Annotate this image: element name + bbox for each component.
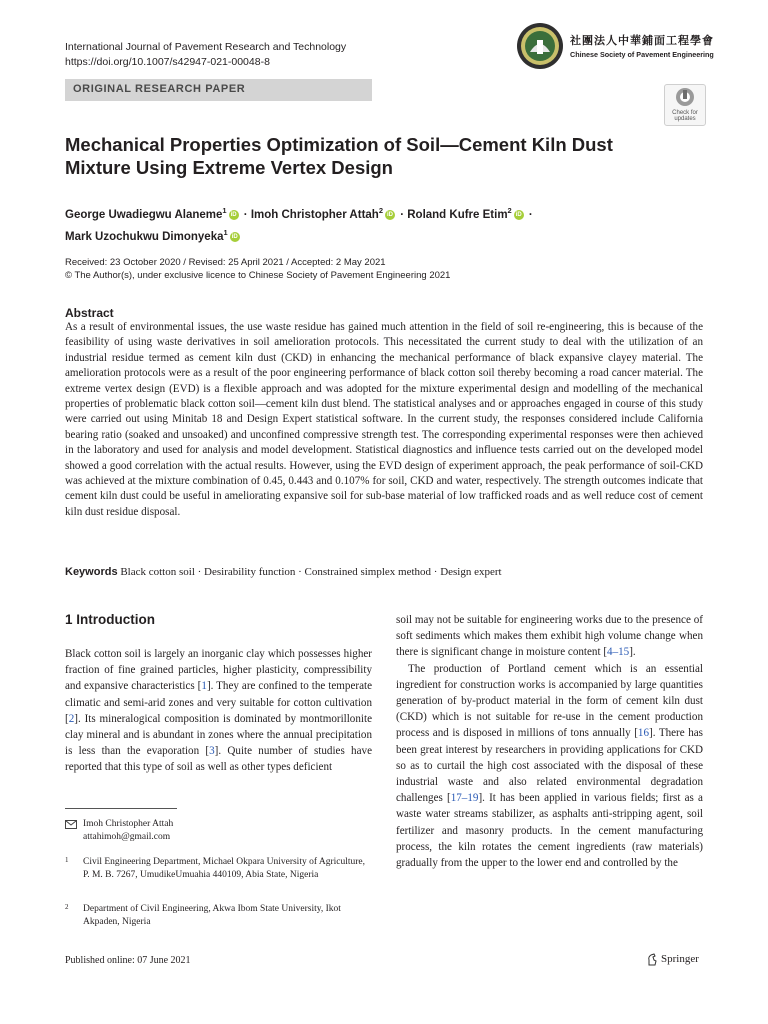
citation-link[interactable]: 17–19: [450, 792, 479, 805]
citation-link[interactable]: 1: [201, 680, 207, 693]
keywords-line: [65, 566, 502, 578]
orcid-icon[interactable]: iD: [230, 211, 237, 218]
paper-title-line2: Mixture Using Extreme Vertex Design: [65, 157, 393, 178]
article-history: Received: 23 October 2020 / Revised: 25 April 2021 / Accepted: 2 May 2021: [65, 257, 386, 268]
body-text: ]. Its mineralogical composition is dominated by montmorillonite clay mineral and is abundant in zones where the annual precipitation is less than the evaporation [: [65, 712, 372, 758]
body-column-right: [396, 612, 703, 871]
society-seal-logo: [516, 22, 564, 70]
journal-header: [65, 40, 346, 70]
body-text: Black cotton soil is largely an inorganic clay which possesses higher fraction of fine grained particles, higher plasticity, compressibility and expansive characteristics [: [65, 648, 372, 693]
author-affil-number: 2: [507, 206, 512, 215]
body-column-left: [65, 646, 372, 776]
author-name[interactable]: Imoh Christopher Attah: [250, 208, 379, 221]
article-type-label: ORIGINAL RESEARCH PAPER: [73, 83, 246, 95]
springer-horse-icon: [646, 953, 658, 966]
body-text: The production of Portland cement which is an essential ingredient for construction works is accompanied by large quantities generation of by-product material in the form of cement kiln dust (CKD) which is not suitable for re-use in the cement production process and is disposed in millions of tons annually [: [396, 662, 703, 740]
journal-name: International Journal of Pavement Research and Technology: [65, 41, 347, 53]
publisher-mark: [646, 953, 699, 966]
check-for-updates-icon: [675, 87, 695, 107]
society-logo-block: [516, 22, 716, 74]
keywords-text: Black cotton soil · Desirability function · Constrained simplex method · Design expert: [120, 566, 502, 578]
paper-title: [65, 133, 645, 179]
body-text: ]. There has been great interest by researchers in providing applications for CKD so as to curtail the high cost associated with the disposal of these industrial waste and also related environmental degradation challenges [: [396, 727, 703, 805]
section-heading-introduction: 1 Introduction: [65, 612, 155, 627]
author-affil-number: 1: [223, 227, 228, 237]
abstract-text: As a result of environmental issues, the use waste residue has gained much attention in the field of soil re-engineering, this is because of the feasibility of using waste derivatives in soil amelioration protocols. This necessitated the current study to deal with the utilization of an industrial residue termed as cement kiln dust (CKD) in enhancing the mechanical performance of black expansive clayey material. The amelioration protocols were as a result of the poor engineering performance of black cotton soil thereby becoming a road cancer material. The extreme vertex design (EVD) is a flexible approach and was adopted for the mixture experimental design and modelling of the mechanical properties of problematic black cotton soil—cement kiln dust blend. The statistical analyses and or approaches engaged in course of this study were carried out using Minitab 18 and Design Expert statistical software. In the current study, the responses considered include California bearing ratio (soaked and unsoaked) and unconfined compressive strength test. The corresponding experimental responses were then achieved in the laboratory and used for analysis and model development. Statistical diagnostics and influence tests carried out on the developed model showed a good correlation with the actual results. However, using the EVD design of experiment approach, the peak performance of soil-CKD was achieved at the mixture combination of 0.45, 0.443 and 0.107% for soil, CKD and water, respectively. The strength outcomes indicate that cement kiln dust could be useful in ameliorating expansive soil for sub-base material of low trafficked roads and as well reduce cost of cement kiln dust residue disposal.: [65, 321, 703, 518]
author-name[interactable]: George Uwadiegwu Alaneme: [65, 208, 223, 221]
contact-email[interactable]: attahimoh@gmail.com: [83, 832, 171, 842]
paragraph: [396, 661, 703, 872]
footnote-divider: [65, 808, 177, 809]
citation-link[interactable]: 16: [637, 727, 650, 740]
abstract-heading: Abstract: [65, 306, 114, 320]
citation-link[interactable]: 4–15: [607, 646, 630, 659]
orcid-icon[interactable]: iD: [231, 233, 238, 240]
keywords-heading: Keywords: [65, 566, 118, 578]
citation-link[interactable]: 2: [68, 712, 75, 725]
body-text: ]. They are confined to the temperate climatic and semi-arid zones and very suitable for cotton cultivation [: [65, 680, 372, 725]
body-text: ].: [629, 646, 636, 659]
publisher-name: Springer: [661, 953, 699, 966]
body-text: soil may not be suitable for engineering works due to the presence of soft sediments which makes them exhibit high volume change when there is significant change in moisture content [: [396, 614, 703, 659]
paragraph: [396, 612, 703, 661]
doi-link[interactable]: https://doi.org/10.1007/s42947-021-00048-8: [65, 56, 270, 68]
orcid-icon[interactable]: iD: [387, 211, 393, 218]
author-list: George Uwadiegwu Alaneme$^1$ iD · Imoh Christopher Attah$^2$ iD · Roland Kufre Etim$^2$ iD · Mark Uzochukwu Dimonyeka$^1$ iD: [65, 206, 533, 243]
contact-name: Imoh Christopher Attah: [83, 819, 174, 829]
affiliation-text: Civil Engineering Department, Michael Okpara University of Agriculture, P. M. B. 7267, UmudikeUmuahia 440109, Abia State, Nigeria: [83, 857, 366, 880]
body-text: ]. Quite number of studies have reported that this type of soil as well as other types deficient: [65, 745, 373, 774]
society-name-zh: 社團法人中華鋪面工程學會: [570, 35, 714, 47]
orcid-icon[interactable]: iD: [515, 211, 522, 218]
affiliation-number: 1: [65, 856, 69, 864]
author-affil-number: 2: [378, 206, 383, 215]
check-for-updates-badge[interactable]: [664, 84, 706, 126]
envelope-icon: [65, 820, 77, 829]
check-for-updates-line1: Check for: [672, 110, 698, 116]
body-text: ]. It has been applied in various fields; first as a waste water streams stabilizer, as asphalts anti-stripping agent, soil fertilizer and masonry products. In the cement manufacturing process, the kiln rotates the cement ingredients (raw materials) gradually from the upper to the lower end and controlled by the: [396, 792, 703, 870]
paper-title-line1: Mechanical Properties Optimization of Soil—Cement Kiln Dust: [65, 134, 613, 155]
citation-link[interactable]: 3: [209, 745, 215, 758]
affiliation-number: 2: [65, 903, 69, 911]
published-online-date: Published online: 07 June 2021: [65, 955, 191, 966]
article-type-banner: [65, 79, 372, 101]
author-affil-number: 1: [222, 206, 227, 215]
author-name[interactable]: Mark Uzochukwu Dimonyeka: [65, 230, 224, 243]
check-for-updates-line2: updates: [674, 116, 696, 122]
article-dates: [65, 256, 450, 282]
author-name[interactable]: Roland Kufre Etim: [407, 208, 508, 221]
copyright-line: © The Author(s), under exclusive licence to Chinese Society of Pavement Engineering 2021: [65, 270, 451, 281]
affiliation-text: Department of Civil Engineering, Akwa Ibom State University, Ikot Akpaden, Nigeria: [83, 904, 341, 927]
society-name-en: Chinese Society of Pavement Engineering: [570, 50, 714, 59]
